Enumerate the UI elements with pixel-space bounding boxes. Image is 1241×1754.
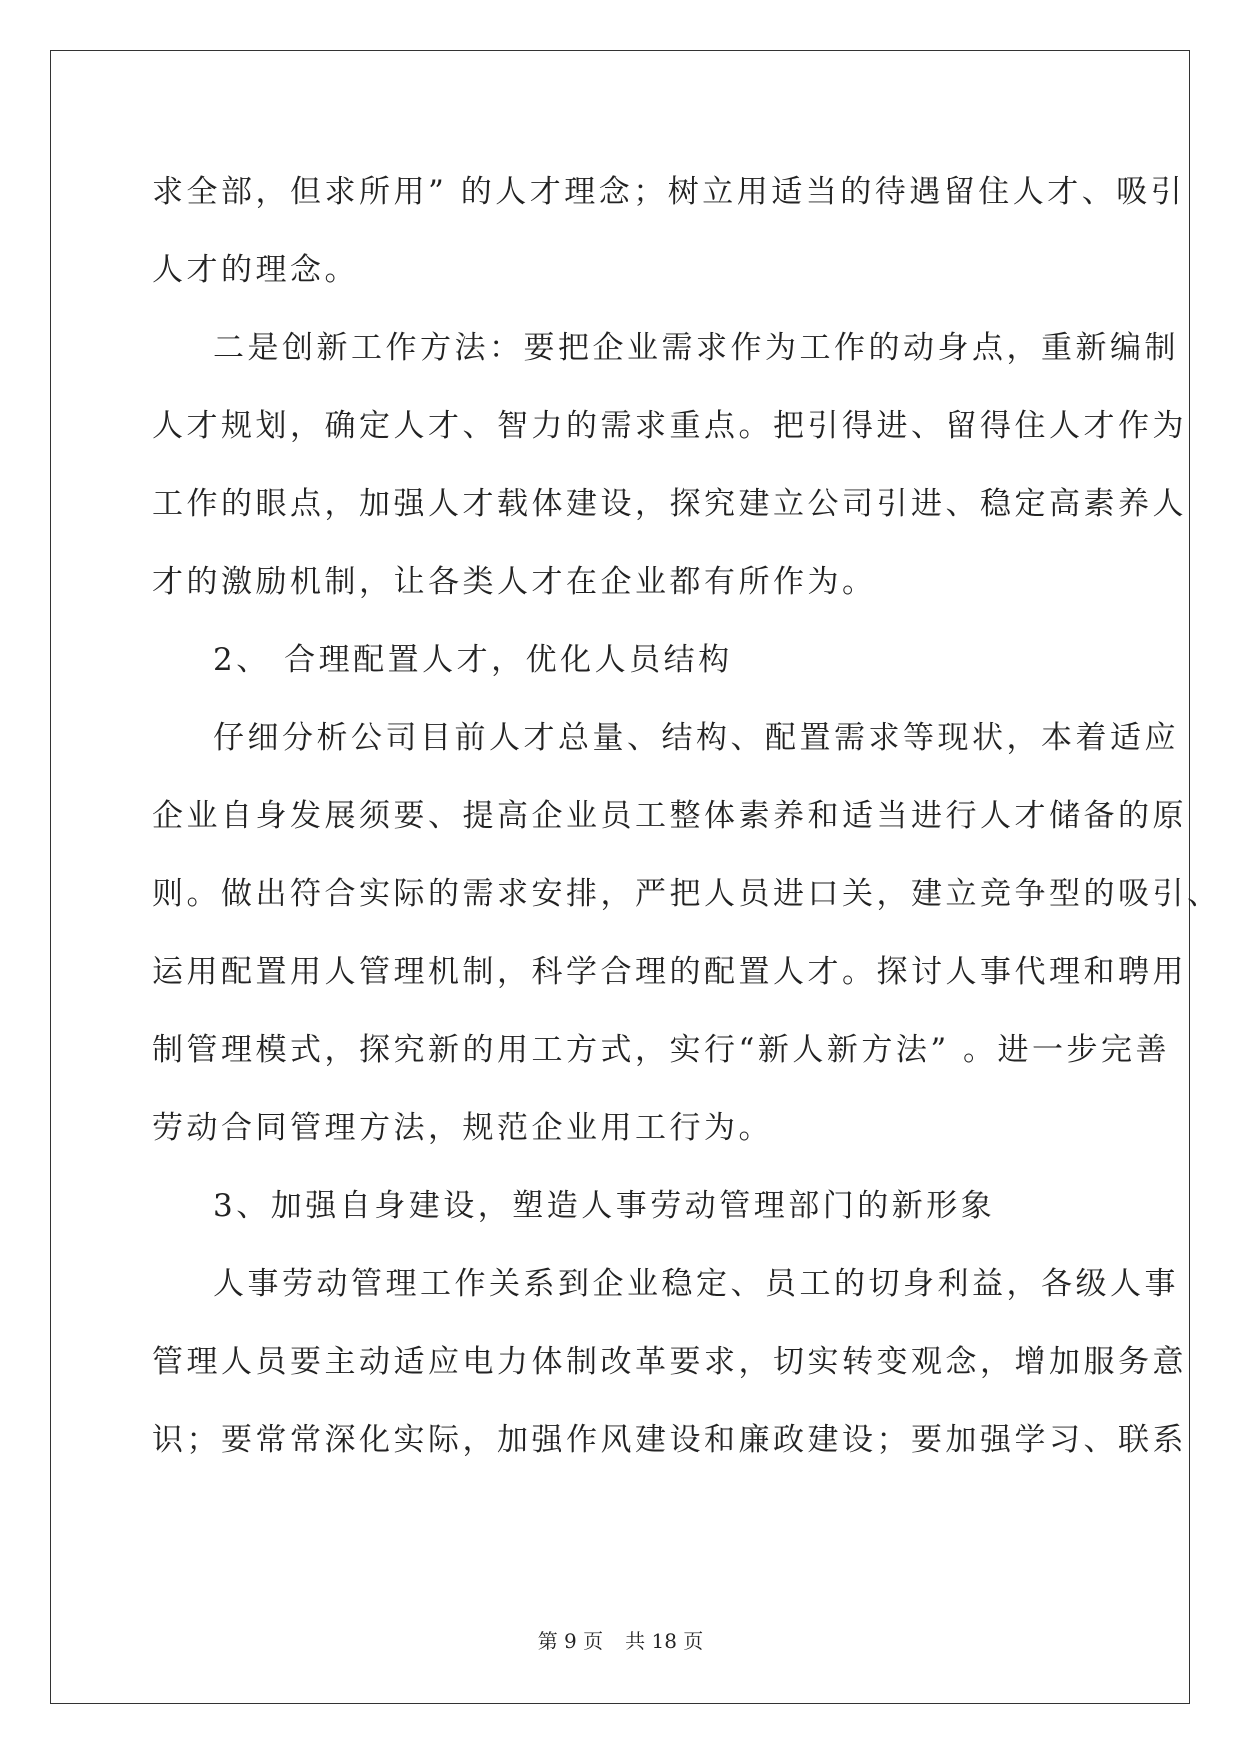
text-line: 则。做出符合实际的需求安排，严把人员进口关，建立竞争型的吸引、 — [152, 876, 1222, 912]
text-line: 求全部，但求所用” 的人才理念；树立用适当的待遇留住人才、吸引 — [152, 174, 1186, 210]
text-line: 人事劳动管理工作关系到企业稳定、员工的切身利益，各级人事 — [213, 1266, 1179, 1302]
text-line: 管理人员要主动适应电力体制改革要求，切实转变观念，增加服务意 — [152, 1344, 1187, 1380]
section-heading: 3、加强自身建设，塑造人事劳动管理部门的新形象 — [213, 1188, 996, 1224]
text-line: 运用配置用人管理机制，科学合理的配置人才。探讨人事代理和聘用 — [152, 954, 1187, 990]
text-line: 制管理模式，探究新的用工方式，实行“新人新方法” 。进一步完善 — [152, 1032, 1171, 1068]
text-line: 工作的眼点，加强人才载体建设，探究建立公司引进、稳定高素养人 — [152, 486, 1187, 522]
text-line: 二是创新工作方法：要把企业需求作为工作的动身点，重新编制 — [213, 330, 1179, 366]
text-line: 劳动合同管理方法，规范企业用工行为。 — [152, 1110, 773, 1146]
page-footer — [0, 1628, 1241, 1654]
section-heading: 2、 合理配置人才，优化人员结构 — [213, 642, 733, 678]
page-total: 共 18 页 — [625, 1629, 704, 1653]
text-line: 才的激励机制，让各类人才在企业都有所作为。 — [152, 564, 877, 600]
text-line: 人才规划，确定人才、智力的需求重点。把引得进、留得住人才作为 — [152, 408, 1187, 444]
text-line: 人才的理念。 — [152, 252, 359, 288]
text-line: 企业自身发展须要、提高企业员工整体素养和适当进行人才储备的原 — [152, 798, 1187, 834]
page-number: 第 9 页 — [537, 1629, 604, 1653]
text-line: 识；要常常深化实际，加强作风建设和廉政建设；要加强学习、联系 — [152, 1422, 1187, 1458]
text-line: 仔细分析公司目前人才总量、结构、配置需求等现状，本着适应 — [213, 720, 1179, 756]
